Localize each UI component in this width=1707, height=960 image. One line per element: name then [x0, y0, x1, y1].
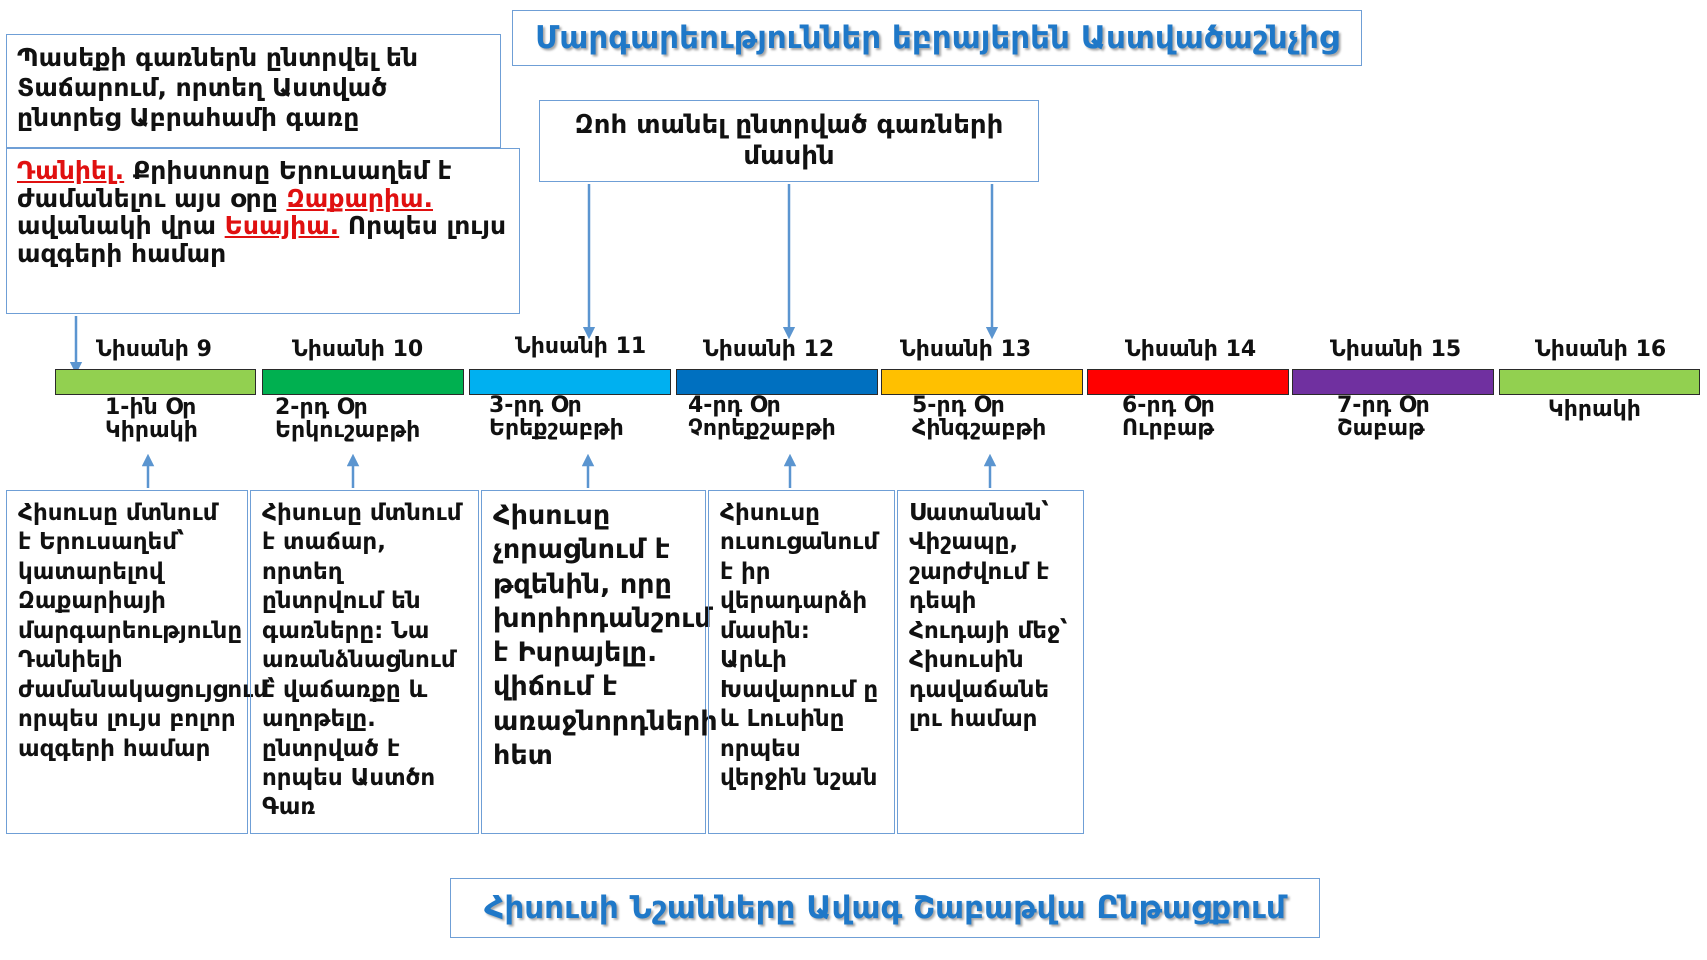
note-day2: Հիսուսը մտնում է տաճար, որտեղ ընտրվում են գառները: Նա առանձնացնում է վաճառքը և աղոթելը. ընտրված է որպես Աստծո Գառ	[250, 490, 479, 834]
nisan-label-14: Նիսանի 14	[1125, 337, 1257, 362]
sacrifice-box: Զոհ տանել ընտրված գառների մասին	[539, 100, 1039, 182]
note-day4: Հիսուսը ուսուցանում է իր վերադարձի մասին: Արևի Խավարում ը և Լուսինը որպես վերջին նշան	[708, 490, 895, 834]
note-day3: Հիսուսը չորացնում է թզենին, որը խորհրդանշում է Իսրայելը. վիճում է առաջնորդների հետ	[481, 490, 706, 834]
day-label-2: 2-րդ Օր Երկուշաբթի	[275, 395, 421, 444]
day-label-6: 6-րդ Օր Ուրբաթ	[1122, 393, 1215, 442]
daniel-text: Քրիստոսը Երուսաղեմ է ժամանելու այս օրը	[17, 156, 452, 213]
nisan-label-15: Նիսանի 15	[1330, 337, 1462, 362]
note-day1: Հիսուսը մտնում է Երուսաղեմ՝ կատարելով Զաքարիայի մարգարեությունը Դանիելի ժամանակացույցում՝ որպես լույս բոլոր ազգերի համար	[6, 490, 248, 834]
timeline-bar-day2	[262, 369, 464, 395]
prophecy-box	[6, 148, 520, 314]
nisan-label-16: Նիսանի 16	[1535, 337, 1667, 362]
day-label-7: 7-րդ Օր Շաբաթ	[1337, 393, 1430, 442]
day-label-5: 5-րդ Օր Հինգշաբթի	[912, 393, 1047, 442]
nisan-label-12: Նիսանի 12	[703, 337, 835, 362]
nisan-label-13: Նիսանի 13	[900, 337, 1032, 362]
timeline-bar-day6	[1087, 369, 1289, 395]
nisan-label-9: Նիսանի 9	[96, 337, 212, 362]
timeline-bar-day3	[469, 369, 671, 395]
isaiah-link[interactable]: Եսայիա.	[224, 211, 340, 240]
timeline-bar-day1	[55, 369, 256, 395]
day-label-8: Կիրակի	[1548, 397, 1641, 422]
lamb-selection-box: Պասեքի գառներն ընտրվել են Տաճարում, որտեղ Աստված ընտրեց Աբրահամի գառը	[6, 34, 501, 148]
timeline-bar-day5	[881, 369, 1083, 395]
timeline-bar-day4	[676, 369, 878, 395]
note-day5: Սատանան՝ Վիշապը, շարժվում է դեպի Հուդայի մեջ՝ Հիսուսին դավաճանե լու համար	[897, 490, 1084, 834]
day-label-1: 1-ին Օր Կիրակի	[105, 395, 198, 444]
daniel-link[interactable]: Դանիել.	[17, 156, 125, 185]
top-title: Մարգարեություններ եբրայերեն Աստվածաշնչից	[512, 10, 1362, 66]
bottom-title: Հիսուսի Նշանները Ավագ Շաբաթվա Ընթացքում	[450, 878, 1320, 938]
nisan-label-11: Նիսանի 11	[515, 334, 647, 359]
day-label-4: 4-րդ Օր Չորեքշաբթի	[688, 393, 836, 442]
timeline-bar-day7	[1292, 369, 1494, 395]
zechariah-text: ավանակի վրա	[17, 211, 216, 240]
isaiah-text: Որպես լույս ազգերի համար	[17, 211, 507, 268]
timeline-bar-day8	[1499, 369, 1700, 395]
nisan-label-10: Նիսանի 10	[292, 337, 424, 362]
zechariah-link[interactable]: Զաքարիա.	[286, 183, 433, 213]
day-label-3: 3-րդ Օր Երեքշաբթի	[489, 393, 624, 442]
